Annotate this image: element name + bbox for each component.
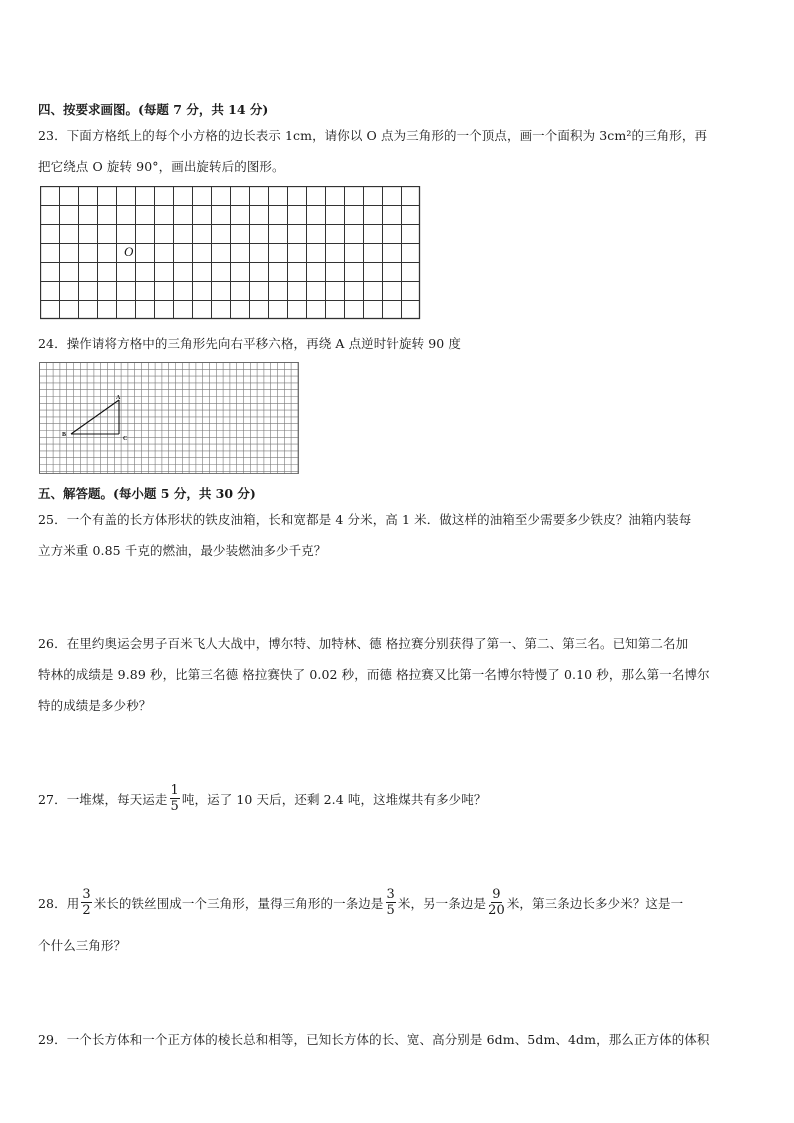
q27-text-post: 吨，运了 10 天后，还剩 2.4 吨，这堆煤共有多少吨？ xyxy=(181,792,487,807)
q28-fraction-3: $\frac{9}{20}$ xyxy=(488,887,505,918)
vertex-c-label: C xyxy=(123,436,128,442)
q25-line-2: 立方米重 0.85 千克的燃油，最少装燃油多少千克？ xyxy=(38,543,327,558)
q27-fraction: $\frac{1}{5}$ xyxy=(170,783,179,814)
q28-line-1: 28．用 $\frac{3}{2}$ 米长的铁丝围成一个三角形，量得三角形的一条边是 $\frac{3}{5}$ 米，另一条边是 $\frac{9}{20}$ 米，第三条边长多少米？这是一 xyxy=(38,887,684,918)
point-o-label: O xyxy=(124,244,134,259)
q26-line-1: 26．在里约奥运会男子百米飞人大战中，博尔特、加特林、德 格拉赛分别获得了第一、第二、第三名。已知第二名加 xyxy=(38,636,689,651)
q29-line-1: 29．一个长方体和一个正方体的棱长总和相等，已知长方体的长、宽、高分别是 6dm、5dm、4dm，那么正方体的体积 xyxy=(38,1032,710,1047)
q23-line-1: 23．下面方格纸上的每个小方格的边长表示 1cm，请你以 O 点为三角形的一个顶点，画一个面积为 3cm²的三角形，再 xyxy=(38,128,708,143)
q25-line-1: 25．一个有盖的长方体形状的铁皮油箱，长和宽都是 4 分米，高 1 米．做这样的油箱至少需要多少铁皮？油箱内装每 xyxy=(38,512,692,527)
q23-grid xyxy=(40,186,421,320)
section-5-title: 五、解答题。(每小题 5 分，共 30 分) xyxy=(38,486,256,501)
q28-fraction-2: $\frac{3}{5}$ xyxy=(386,887,395,918)
q27-line-1 xyxy=(38,783,487,815)
q26-line-2: 特林的成绩是 9.89 秒，比第三名德 格拉赛快了 0.02 秒，而德 格拉赛又比第一名博尔特慢了 0.10 秒，那么第一名博尔 xyxy=(38,667,710,682)
q27-text-pre: 27．一堆煤，每天运走 xyxy=(38,792,168,807)
q23-line-2: 把它绕点 O 旋转 90°，画出旋转后的图形。 xyxy=(38,159,285,174)
q28-line-2: 个什么三角形？ xyxy=(38,938,127,953)
q24-line-1: 24．操作请将方格中的三角形先向右平移六格，再绕 A 点逆时针旋转 90 度 xyxy=(38,336,462,351)
vertex-a-label: A xyxy=(116,395,121,401)
section-4-title: 四、按要求画图。(每题 7 分，共 14 分) xyxy=(38,102,269,117)
vertex-b-label: B xyxy=(62,432,67,438)
q24-grid xyxy=(39,362,300,475)
q26-line-3: 特的成绩是多少秒？ xyxy=(38,698,152,713)
q28-fraction-1: $\frac{3}{2}$ xyxy=(82,887,91,918)
